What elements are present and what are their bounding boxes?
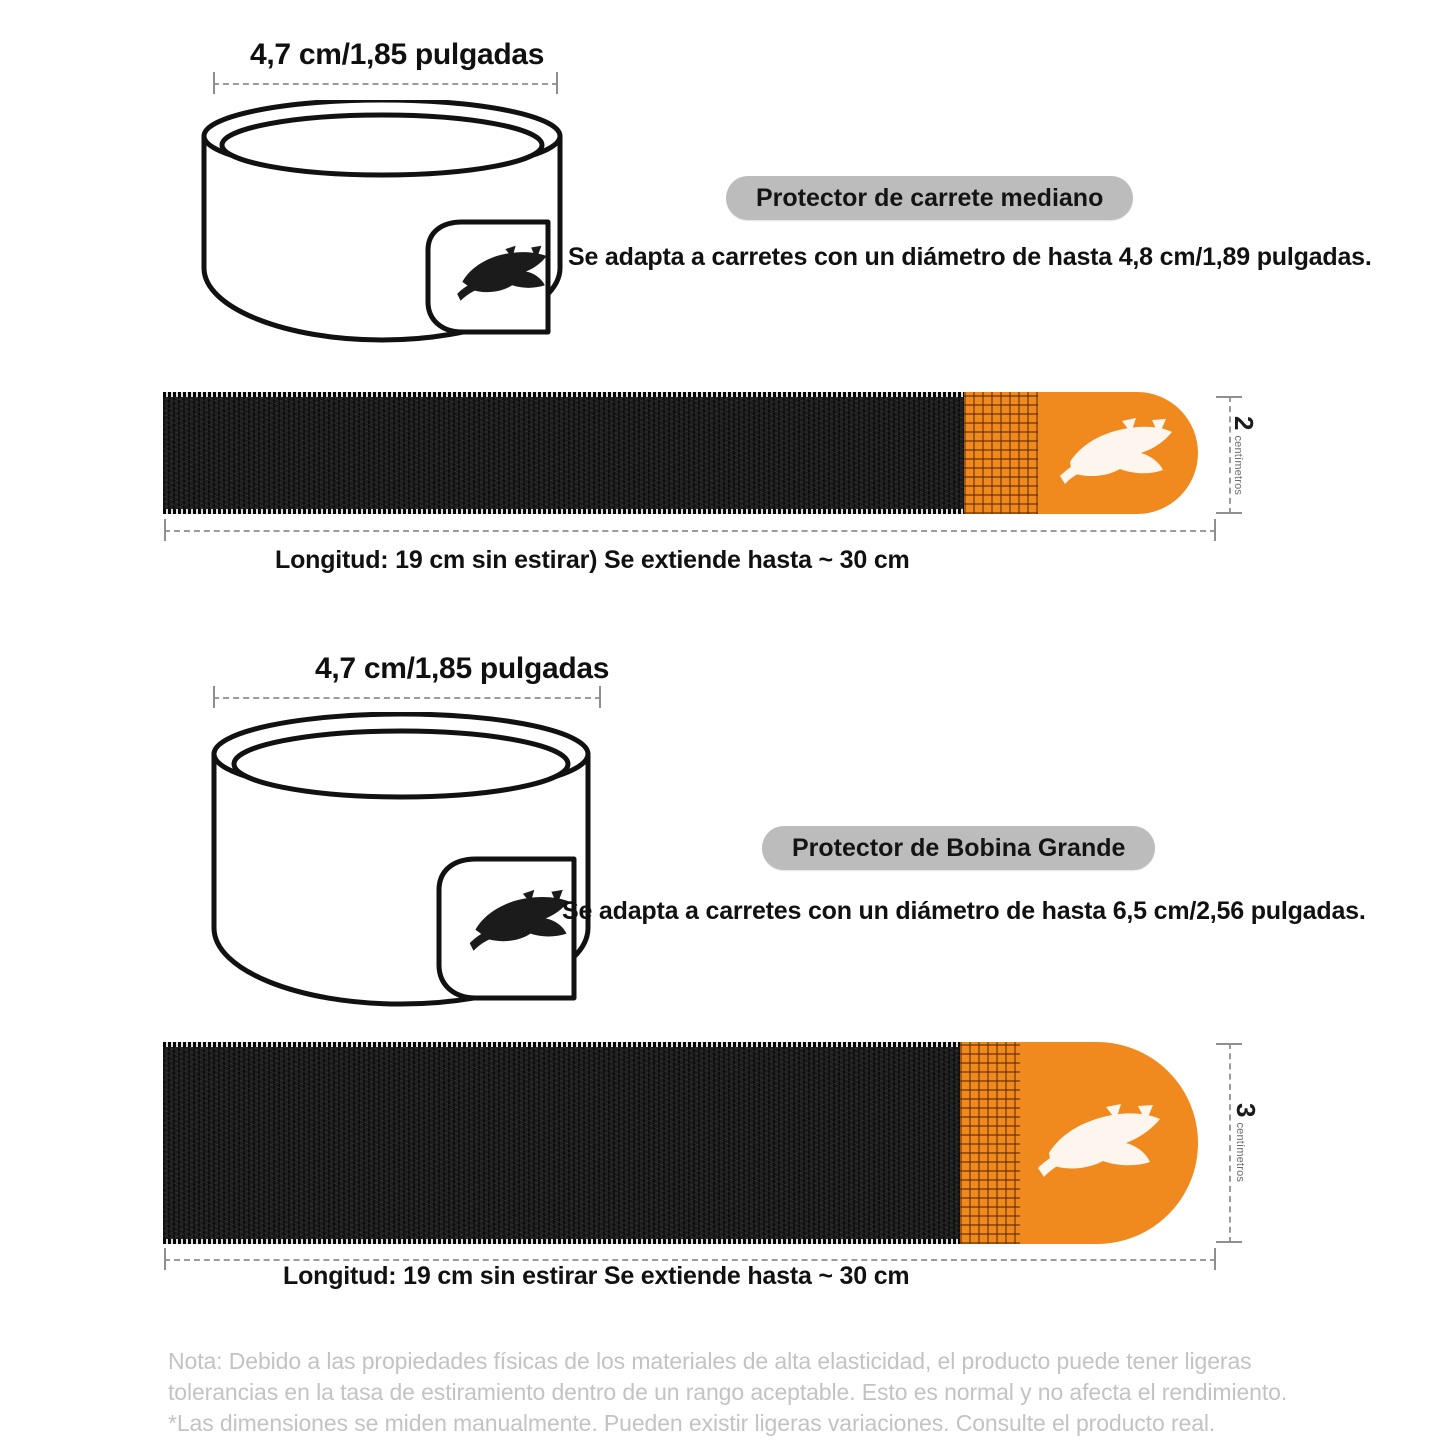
diameter-label-large: 4,7 cm/1,85 pulgadas <box>315 652 610 685</box>
description-medium: Se adapta a carretes con un diámetro de hasta 4,8 cm/1,89 pulgadas. <box>568 243 1372 271</box>
strap-width-unit: centímetros <box>1232 435 1244 496</box>
measure-cap-top <box>1216 396 1242 398</box>
measure-cap-left <box>213 72 215 94</box>
diameter-label-medium: 4,7 cm/1,85 pulgadas <box>250 38 545 71</box>
strap-width-label-large <box>1231 1103 1261 1183</box>
spool-illustration-large <box>206 712 596 1022</box>
length-caption-medium: Longitud: 19 cm sin estirar) Se extiende hasta ~ 30 cm <box>275 546 910 574</box>
strap-width-value: 2 <box>1229 416 1259 431</box>
measure-cap-left <box>164 519 166 541</box>
measure-cap-right <box>1214 519 1216 541</box>
measure-cap-bottom <box>1216 1241 1242 1243</box>
brand-logo-icon <box>1056 418 1178 488</box>
strap-orange-tip <box>960 1042 1198 1244</box>
disclaimer-line-2: tolerancias en la tasa de estiramiento dentro de un rango aceptable. Esto es normal y no afecta el rendimiento. <box>168 1379 1288 1405</box>
strap-orange-tip <box>964 392 1198 514</box>
length-caption-large: Longitud: 19 cm sin estirar Se extiende hasta ~ 30 cm <box>283 1262 910 1290</box>
strap-width-label-medium <box>1229 416 1259 496</box>
measure-cap-left <box>213 686 215 708</box>
measure-cap-top <box>1216 1043 1242 1045</box>
hook-mesh-texture <box>964 392 1038 514</box>
measure-cap-bottom <box>1216 512 1242 514</box>
disclaimer-line-1: Nota: Debido a las propiedades físicas de los materiales de alta elasticidad, el producto puede tener ligeras <box>168 1348 1252 1374</box>
diameter-measure-bar-medium <box>213 72 558 94</box>
strap-black-webbing <box>163 1042 960 1244</box>
badge-medium: Protector de carrete mediano <box>726 176 1133 220</box>
diameter-measure-bar-large <box>213 686 601 708</box>
measure-cap-right <box>599 686 601 708</box>
measure-cap-right <box>1214 1248 1216 1270</box>
strap-illustration-large <box>163 1042 1198 1244</box>
measure-dashed-line <box>213 697 601 699</box>
badge-large: Protector de Bobina Grande <box>762 826 1155 870</box>
measure-dashed-line <box>164 530 1216 532</box>
strap-black-webbing <box>163 392 964 514</box>
strap-length-measure-medium <box>164 519 1216 541</box>
measure-cap-right <box>556 72 558 94</box>
measure-cap-left <box>164 1248 166 1270</box>
spool-illustration-medium <box>196 100 568 362</box>
hook-mesh-texture <box>960 1042 1020 1244</box>
disclaimer-note <box>168 1346 1287 1439</box>
measure-dashed-line <box>1229 396 1231 514</box>
strap-width-unit: centímetros <box>1234 1122 1246 1183</box>
strap-width-value: 3 <box>1231 1103 1261 1118</box>
measure-dashed-line <box>213 83 558 85</box>
measure-dashed-line <box>164 1259 1216 1261</box>
description-large: Se adapta a carretes con un diámetro de hasta 6,5 cm/2,56 pulgadas. <box>562 897 1366 925</box>
measure-dashed-line <box>1229 1043 1231 1243</box>
brand-logo-icon <box>1034 1104 1166 1182</box>
disclaimer-line-3: *Las dimensiones se miden manualmente. Pueden existir ligeras variaciones. Consulte el producto real. <box>168 1410 1216 1436</box>
strap-illustration-medium <box>163 392 1198 514</box>
